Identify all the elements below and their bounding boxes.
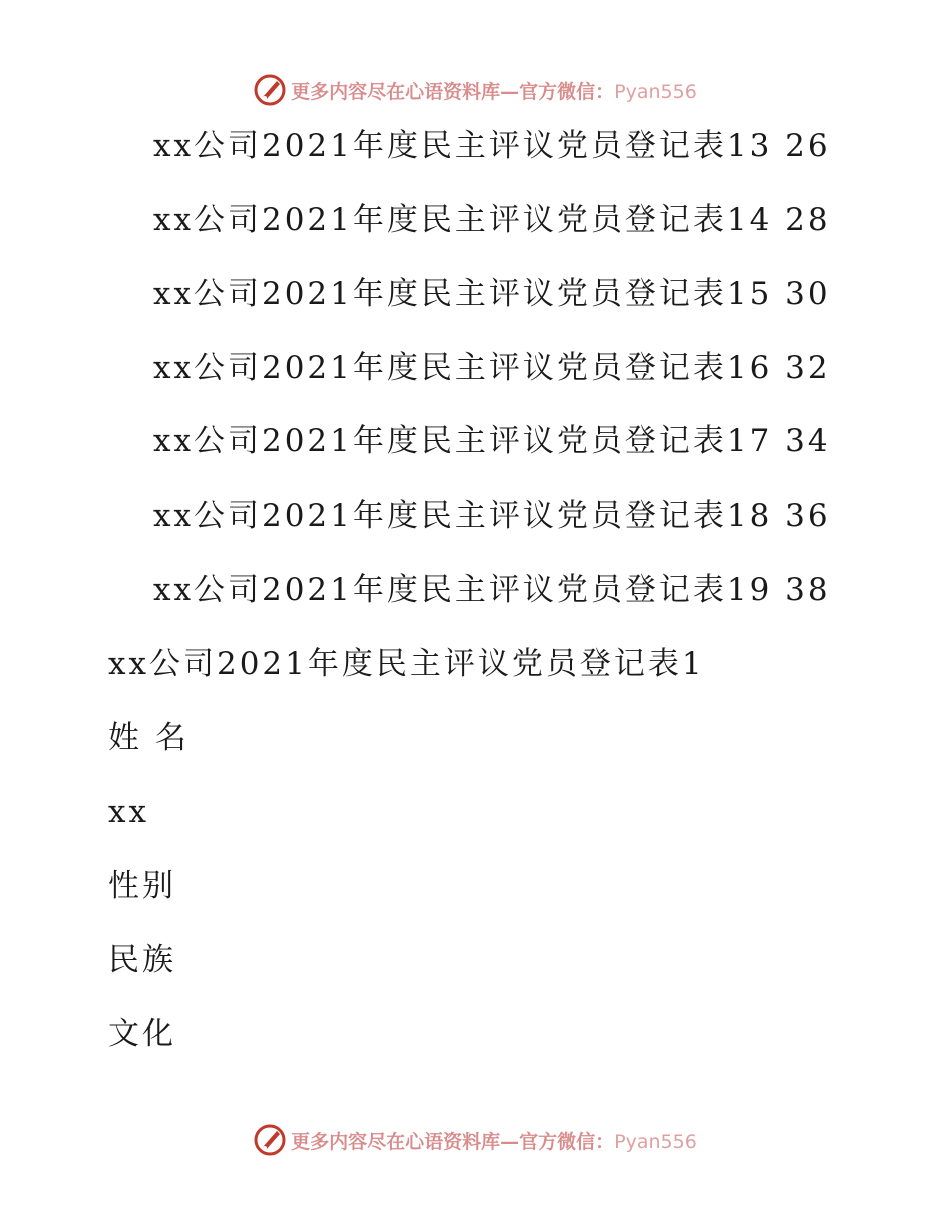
- document-heading: xx公司2021年度民主评议党员登记表1: [108, 646, 705, 682]
- toc-entry-page: 32: [785, 350, 831, 386]
- toc-entry-title: xx公司2021年度民主评议党员登记表14: [153, 202, 773, 238]
- toc-entry-page: 34: [785, 423, 831, 459]
- toc-entry-title: xx公司2021年度民主评议党员登记表18: [153, 498, 773, 534]
- ethnicity-label: 民族: [108, 942, 176, 978]
- toc-entry[interactable]: [153, 348, 831, 388]
- name-label: 姓 名: [108, 720, 189, 756]
- pen-logo-icon: [253, 1123, 287, 1157]
- toc-entry[interactable]: [153, 570, 831, 610]
- pen-logo-icon: [253, 73, 287, 107]
- watermark-header: [0, 72, 950, 108]
- watermark-text: 更多内容尽在心语资料库—官方微信：Pyan556: [291, 1130, 697, 1153]
- watermark-footer: [0, 1122, 950, 1158]
- toc-entry-page: 28: [785, 202, 831, 238]
- toc-entry-title: xx公司2021年度民主评议党员登记表17: [153, 423, 773, 459]
- toc-entry-title: xx公司2021年度民主评议党员登记表15: [153, 276, 773, 312]
- toc-entry[interactable]: [153, 496, 831, 536]
- toc-entry[interactable]: [153, 274, 831, 314]
- education-label: 文化: [108, 1016, 176, 1052]
- watermark-text: 更多内容尽在心语资料库—官方微信：Pyan556: [291, 80, 697, 103]
- gender-label: 性别: [108, 868, 176, 904]
- toc-entry-page: 38: [785, 572, 831, 608]
- toc-entry-page: 30: [785, 276, 831, 312]
- toc-entry-title: xx公司2021年度民主评议党员登记表19: [153, 572, 773, 608]
- toc-entry[interactable]: [153, 421, 831, 461]
- wechat-id: Pyan556: [614, 1130, 697, 1153]
- toc-entry[interactable]: [153, 200, 831, 240]
- wechat-id: Pyan556: [614, 80, 697, 103]
- name-value: xx: [108, 794, 149, 830]
- toc-entry-page: 36: [785, 498, 831, 534]
- toc-entry[interactable]: [153, 126, 831, 166]
- toc-entry-title: xx公司2021年度民主评议党员登记表13: [153, 128, 773, 164]
- toc-entry-title: xx公司2021年度民主评议党员登记表16: [153, 350, 773, 386]
- toc-entry-page: 26: [785, 128, 831, 164]
